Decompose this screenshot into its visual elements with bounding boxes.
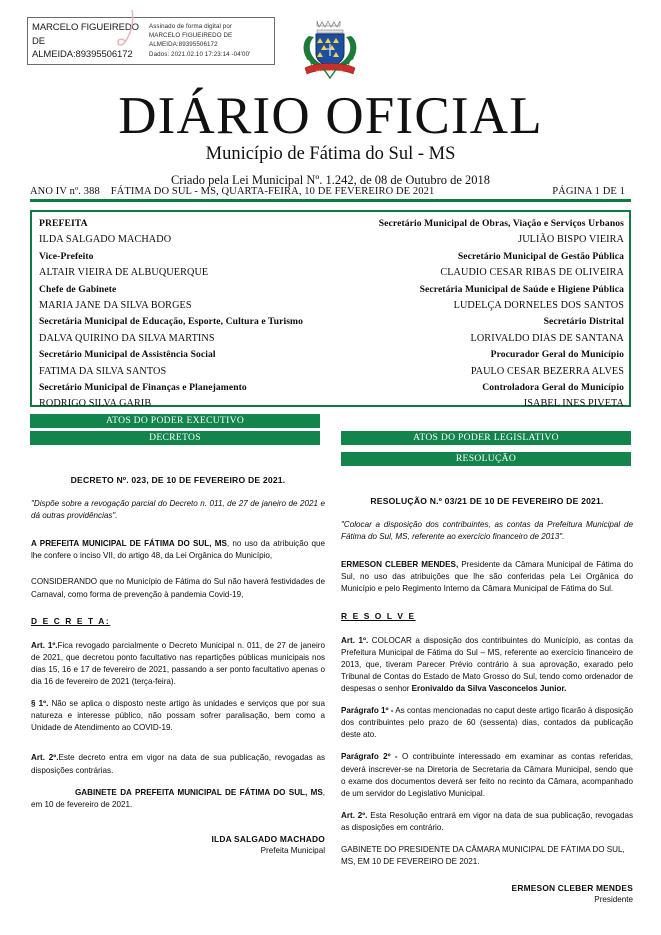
issue-rule-divider [30, 199, 631, 202]
decree-gabinete [31, 787, 325, 811]
resolution-paragraph-2 [341, 751, 633, 799]
officials-column-right [335, 212, 629, 410]
official-name: DALVA QUIRINO DA SILVA MARTINS [39, 332, 215, 344]
issue-year-number: ANO IV nº. 388 [30, 186, 100, 197]
decree-considerando: CONSIDERANDO que no Município de Fátima do Sul não haverá festividades de Carnaval, como forma de prevenção à pandemia Covid-19, [31, 577, 325, 599]
official-name: LORIVALDO DIAS DE SANTANA [470, 332, 624, 344]
resolution-article-2 [341, 810, 633, 834]
decree-paragraph-1-text: Não se aplica o disposto neste artigo às unidades e serviços que por sua natureza e interesse público, não possam sofrer paralisação, bem como a Unidade de Atendimento ao COVID-19. [31, 699, 325, 733]
decree-article-2-text: Este decreto entra em vigor na data de sua publicação, revogadas as disposições contrárias. [31, 753, 325, 775]
officials-column-left [32, 212, 335, 410]
resolution-article-2-text: Esta Resolução entrará em vigor na data de sua publicação, revogadas as disposições em contrário. [341, 810, 633, 832]
decree-gabinete-rest: , em 10 de fevereiro de 2021. [31, 787, 325, 809]
resolution-article-1 [341, 635, 633, 695]
official-name: JULIÃO BISPO VIEIRA [518, 234, 624, 246]
decree-signature-block [31, 833, 325, 857]
resolution-preamble-bold: ERMESON CLEBER MENDES, [341, 560, 459, 570]
official-name: MARIA JANE DA SILVA BORGES [39, 300, 192, 312]
resolution-paragraph-1-text: As contas mencionadas no caput deste artigo ficarão à disposição dos contribuintes pelo prazo de 60 (sessenta) dias, contados da publicação deste ato. [341, 706, 633, 740]
official-name: FATIMA DA SILVA SANTOS [39, 365, 167, 377]
signature-detail-line: Dados: 2021.02.10 17:23:14 -04'00' [149, 50, 251, 58]
section-bar-decretos: DECRETOS [30, 431, 320, 445]
official-name: PAULO CESAR BEZERRA ALVES [470, 365, 624, 377]
signature-name-line: MARCELO FIGUEIREDO [32, 22, 139, 33]
signature-detail-line: MARCELO FIGUEIREDO DE [149, 32, 233, 40]
issue-place-date: FÁTIMA DO SUL - MS, QUARTA-FEIRA, 10 DE FEVEREIRO DE 2021 [110, 186, 435, 197]
decree-decreta-label: D E C R E T A: [31, 615, 111, 626]
resolution-signature-block [341, 882, 633, 906]
resolution-article-1-bold-tail: Eronivaldo da Silva Vasconcelos Junior. [411, 684, 567, 694]
official-role: Secretária Municipal de Educação, Esporte, Cultura e Turismo [39, 316, 304, 328]
resolution-paragraph-1 [341, 705, 633, 741]
resolution-preamble [341, 559, 633, 595]
resolution-paragraph-2-label: Parágrafo 2º - [341, 752, 398, 762]
decree-preamble-bold: A PREFEITA MUNICIPAL DE FÁTIMA DO SUL, MS [31, 539, 227, 549]
resolution-preamble-rest: Presidente da Câmara Municipal de Fátima do Sul, no uso das atribuições que lhe são conferidas pela Lei Orgânica do Município e pelo Regimento Interno da Câmara Municipal de Fátima do Sul. [341, 560, 634, 594]
official-role: Controladora Geral do Município [482, 382, 624, 394]
resolution-signer-name: ERMESON CLEBER MENDES [511, 883, 633, 894]
decree-column [31, 452, 325, 857]
official-role: Secretário Municipal de Obras, Viação e Serviços Urbanos [378, 218, 624, 229]
masthead [0, 88, 661, 188]
official-role: Vice-Prefeito [39, 250, 94, 262]
signature-name-line: DE [32, 35, 45, 47]
official-name: ISABEL INES PIVETA [523, 398, 624, 410]
section-bar-resolucao: RESOLUÇÃO [341, 452, 631, 466]
official-role: PREFEITA [39, 218, 88, 229]
official-role: Secretário Distrital [543, 316, 624, 328]
svg-text:FATIMA DO SUL: FATIMA DO SUL [316, 69, 344, 74]
official-role: Secretário Municipal de Assistência Social [39, 349, 216, 361]
official-name: RODRIGO SILVA GARIB [39, 398, 152, 410]
signature-detail-block [146, 18, 274, 64]
signature-detail-line: ALMEIDA:89395506172 [149, 41, 218, 49]
digital-signature-stamp [27, 17, 275, 65]
resolution-paragraph-1-label: Parágrafo 1º - [341, 706, 394, 716]
decree-article-1-label: Art. 1º. [31, 640, 58, 650]
resolution-heading: RESOLUÇÃO N.º 03/21 DE 10 DE FEVEREIRO DE 2021. [370, 496, 604, 506]
resolution-resolve-label: R E S O L V E [341, 610, 416, 621]
resolution-signer-role: Presidente [594, 895, 633, 905]
resolution-article-1-label: Art. 1º. [341, 635, 369, 645]
masthead-subtitle: Município de Fátima do Sul - MS [205, 144, 456, 164]
signature-detail-line: Assinado de forma digital por [149, 23, 233, 30]
resolution-gabinete: GABINETE DO PRESIDENTE DA CÂMARA MUNICIPAL DE FÁTIMA DO SUL, MS, EM 10 DE FEVEREIRO DE 2021. [341, 844, 625, 867]
official-name: LUDELÇA DORNELES DOS SANTOS [453, 300, 624, 312]
section-bar-atos-poder-executivo: ATOS DO PODER EXECUTIVO [30, 414, 320, 428]
resolution-article-1-text: COLOCAR a disposição dos contribuintes do Município, as contas da Prefeitura Municipal de Fátima do Sul – MS, referente ao exercício financeiro de 2013, que, tiveram Parecer Prévio contrário à sua aprovação, exarado pelo Tribunal de Contas do Estado de Mato Grosso do Sul, tendo como ordenador de despesas o senhor [341, 635, 633, 694]
decree-heading: DECRETO Nº. 023, DE 10 DE FEVEREIRO DE 2021. [70, 475, 286, 485]
official-name: ALTAIR VIEIRA DE ALBUQUERQUE [39, 267, 209, 279]
decree-signer-role: Prefeita Municipal [260, 845, 325, 855]
section-bar-atos-poder-legislativo: ATOS DO PODER LEGISLATIVO [341, 431, 631, 445]
official-name: ILDA SALGADO MACHADO [39, 234, 172, 246]
resolution-ementa: "Colocar a disposição dos contribuintes, as contas da Prefeitura Municipal de Fátima do Sul, MS, referente ao exercício financeiro de 2013". [341, 520, 633, 542]
resolution-article-2-label: Art. 2º. [341, 810, 368, 820]
signature-name-line: ALMEIDA:89395506172 [32, 49, 133, 60]
masthead-law-line: Criado pela Lei Municipal Nº. 1.242, de 08 de Outubro de 2018 [170, 173, 491, 187]
issue-line [30, 186, 631, 199]
decree-ementa: "Dispõe sobre a revogação parcial do Decreto n. 011, de 27 de janeiro de 2021 e dá outras providências". [31, 499, 325, 521]
resolution-paragraph-2-text: O contribuinte interessado em examinar as contas referidas, deverá inscrever-se na Diretoria de Secretaria da Câmara Municipal, sendo que o exame dos documentos deverá ser feito no recinto da Câmara, acompanhado de um servidor do Legislativo Municipal. [341, 752, 634, 798]
decree-article-1-text: Fica revogado parcialmente o Decreto Municipal n. 011, de 27 de janeiro de 2021, que decretou ponto facultativo nas repartições públicas municipais nos dias 15, 16 e 17 de fevereiro de 2021, passando a ser ponto facultativo apenas o dia 16 de fevereiro de 2021 (terça-feira). [31, 640, 325, 687]
official-role: Procurador Geral do Município [490, 349, 624, 361]
page-title: DIÁRIO OFICIAL [118, 87, 543, 145]
decree-article-2-label: Art. 2º. [31, 753, 59, 763]
official-role: Chefe de Gabinete [39, 283, 117, 295]
decree-paragraph-1-label: § 1º. [31, 699, 49, 709]
resolution-column [341, 473, 633, 906]
issue-header [30, 186, 631, 202]
official-role: Secretário Municipal de Gestão Pública [457, 250, 624, 262]
issue-page-number: PÁGINA 1 DE 1 [552, 186, 625, 197]
official-role: Secretária Municipal de Saúde e Higiene Pública [419, 283, 624, 295]
officials-box [30, 210, 631, 410]
decree-signer-name: ILDA SALGADO MACHADO [211, 833, 325, 844]
decree-preamble [31, 538, 325, 562]
coat-of-arms-icon [297, 16, 363, 82]
decree-gabinete-bold: GABINETE DA PREFEITA MUNICIPAL DE FÁTIMA DO SUL, MS [75, 787, 323, 797]
decree-paragraph-1 [31, 698, 325, 734]
issue-left-group [30, 186, 434, 197]
official-role: Secretário Municipal de Finanças e Planejamento [39, 382, 247, 394]
decree-preamble-rest: , no uso da atribuição que lhe confere o inciso VII, do artigo 48, da Lei Orgânica do Município, [31, 539, 325, 561]
signature-name-block [28, 18, 146, 64]
decree-article-1 [31, 640, 325, 688]
official-name: CLAUDIO CESAR RIBAS DE OLIVEIRA [440, 267, 624, 279]
decree-article-2 [31, 752, 325, 776]
